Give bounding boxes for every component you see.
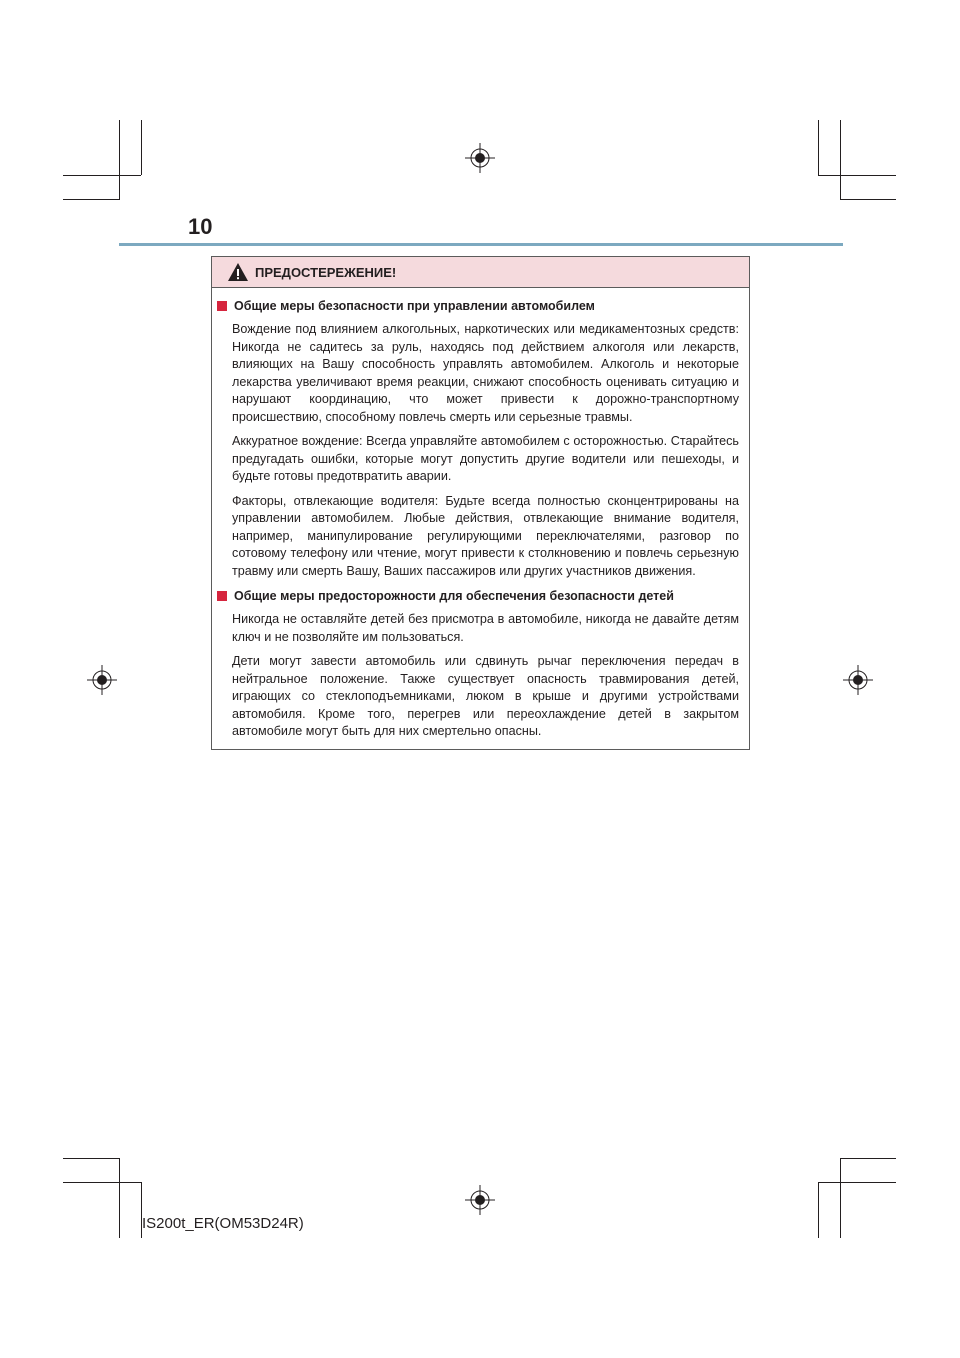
crop-mark (141, 120, 142, 175)
crop-mark (63, 1158, 120, 1159)
crop-mark (840, 1158, 896, 1159)
warning-body (212, 288, 749, 741)
section-title (217, 299, 739, 313)
warning-box (211, 256, 750, 750)
paragraph: Вождение под влиянием алкогольных, наркотических или медикаментозных средств: Никогда не садитесь за руль, находясь под действием алкоголя или лекарств, влияющих на Вашу способность управлять автомобилем. Алкоголь и некоторые лекарства увеличивают время реакции, снижают способность оценивать ситуацию и нарушают координацию, что может привести к дорожно-транспортному происшествию, способному повлечь смерть или серьезные травмы. (232, 322, 739, 424)
crop-mark (840, 120, 841, 200)
registration-target-icon (465, 1185, 495, 1215)
crop-mark (840, 1158, 841, 1238)
paragraph: Аккуратное вождение: Всегда управляйте автомобилем с осторожностью. Старайтесь предугадать ошибки, которые могут допустить другие водители или пешеходы, и будьте готовы предотвратить аварии. (232, 434, 739, 483)
paragraph: Факторы, отвлекающие водителя: Будьте всегда полностью сконцентрированы на управлении автомобилем. Любые действия, отвлекающие внимание водителя, например, манипулирование регулирующими переключателями, разговор по сотовому телефону или чтение, могут привести к столкновению и повлечь серьезную травму или смерть Вашу, Ваших пассажиров или других участников движения. (232, 493, 739, 578)
crop-mark (63, 175, 141, 176)
registration-target-icon (87, 665, 117, 695)
registration-target-icon (465, 143, 495, 173)
crop-mark (818, 1182, 896, 1183)
crop-mark (818, 175, 896, 176)
crop-mark (840, 199, 896, 200)
registration-target-icon (843, 665, 873, 695)
warning-triangle-icon (227, 262, 249, 282)
square-bullet-icon (217, 301, 227, 311)
crop-mark (63, 199, 120, 200)
square-bullet-icon (217, 591, 227, 601)
warning-title: ПРЕДОСТЕРЕЖЕНИЕ! (255, 264, 397, 280)
crop-mark (119, 120, 120, 200)
paragraph: Дети могут завести автомобиль или сдвинуть рычаг переключения передач в нейтральное положение. Также существует опасность травмирования детей, играющих со стеклоподъемниками, люком в крыше и другими устройствами автомобиля. Кроме того, перегрев или переохлаждение детей в закрытом автомобиле могут быть для них смертельно опасны. (232, 654, 739, 738)
warning-header (212, 257, 749, 288)
section-title (217, 589, 739, 603)
crop-mark (119, 1158, 120, 1238)
crop-mark (63, 1182, 141, 1183)
section-title-text: Общие меры безопасности при управлении автомобилем (234, 299, 595, 313)
page-number: 10 (188, 214, 213, 239)
section-title-text: Общие меры предосторожности для обеспечения безопасности детей (234, 589, 674, 603)
header-rule (119, 243, 843, 246)
crop-mark (818, 120, 819, 175)
paragraph: Никогда не оставляйте детей без присмотра в автомобиле, никогда не давайте детям ключ и не позволяйте им пользоваться. (232, 612, 739, 644)
document-code: IS200t_ER(OM53D24R) (142, 1215, 304, 1232)
crop-mark (818, 1182, 819, 1238)
